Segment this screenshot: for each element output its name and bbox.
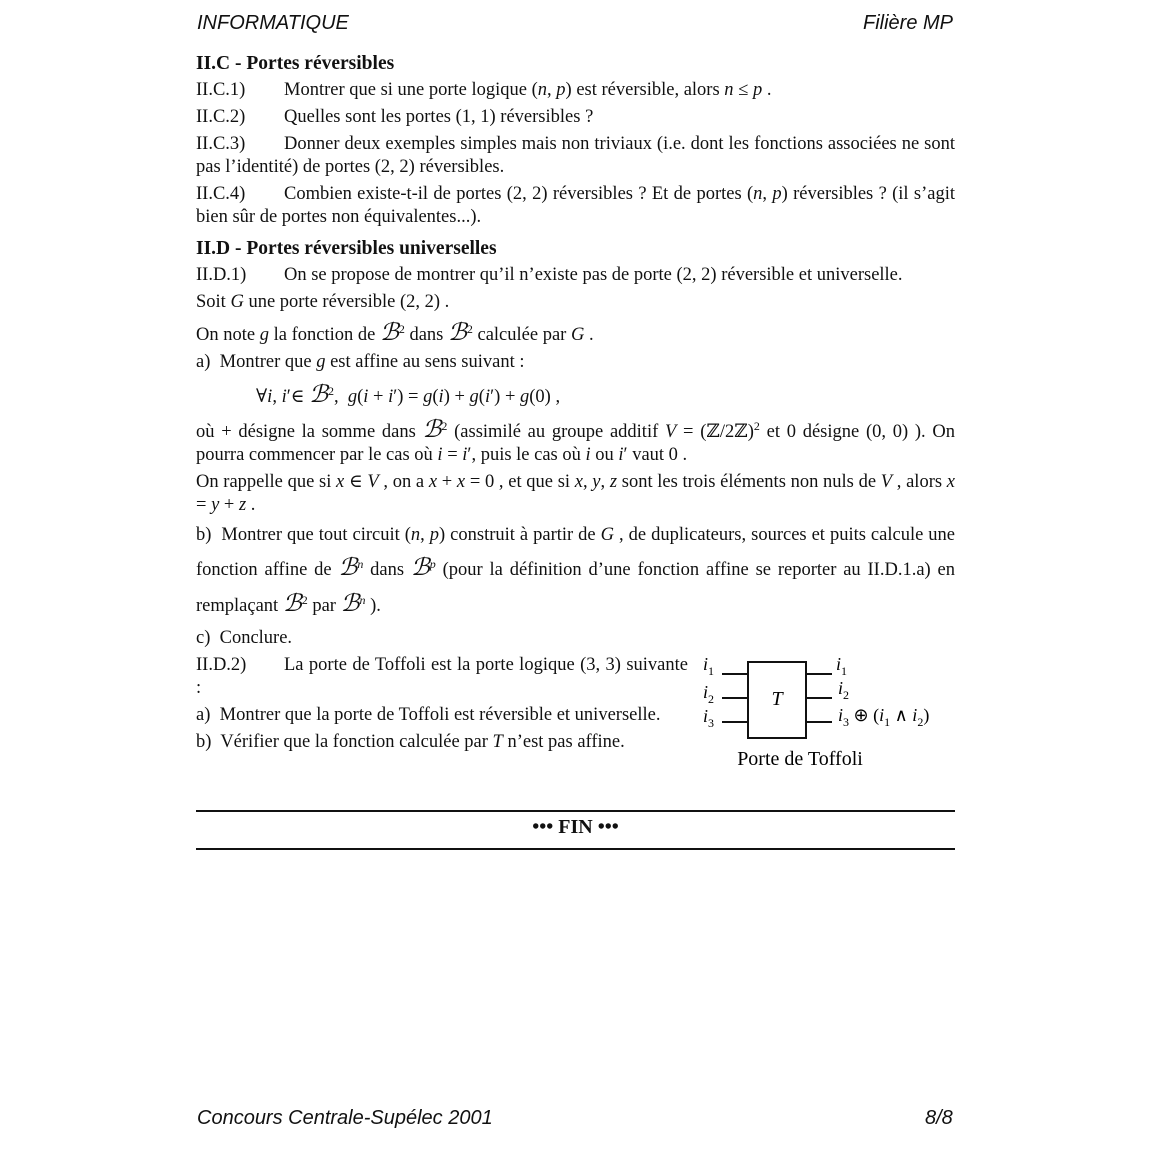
paragraph: b) Vérifier que la fonction calculée par T n’est pas affine. <box>196 731 625 752</box>
input-label-1: $i_1$ <box>703 653 715 678</box>
paragraph: c) Conclure. <box>196 627 293 648</box>
question-number: II.C.1) <box>196 80 246 100</box>
header-track: Filière MP <box>863 12 954 34</box>
question-text: Donner deux exemples simples mais non triviaux (i.e. dont les fonctions associées ne sont pas l’identité) de portes (2, 2) réversibles. <box>196 134 955 177</box>
paragraph: On note g la fonction de ℬ$^2$ dans ℬ$^2$ calculée par G . <box>196 318 594 347</box>
paragraph: On rappelle que si x ∈ V , on a x + x = 0 , et que si x, y, z sont les trois éléments non nuls de V , alors x = y + z . <box>196 472 955 516</box>
input-label-3: $i_3$ <box>703 705 715 730</box>
question-c1 <box>196 79 955 102</box>
question-number: II.D.1) <box>196 265 247 285</box>
paragraph: Soit G une porte réversible (2, 2) . <box>196 292 450 312</box>
question-number: II.C.3) <box>196 134 246 154</box>
paragraph: où + désigne la somme dans ℬ$^2$ (assimilé au groupe additif V = (ℤ/2ℤ)$^2$ et 0 désigne (0, 0) ). On pourra commencer par le cas où i = i′, puis le cas où i ou i′ vaut 0 . <box>196 415 955 466</box>
input-labels <box>703 654 929 730</box>
gate-label: T <box>771 687 783 710</box>
toffoli-diagram-svg <box>688 654 950 784</box>
section-title-c: II.C - Portes réversibles <box>196 53 395 74</box>
toffoli-text <box>196 654 688 784</box>
end-mark: ••• FIN ••• <box>532 816 619 838</box>
question-c4 <box>196 183 955 229</box>
question-number: II.C.2) <box>196 107 246 127</box>
question-text: On se propose de montrer qu’il n’existe pas de porte (2, 2) réversible et universelle. <box>284 265 903 285</box>
bottom-rule <box>196 848 955 850</box>
question-text: Combien existe-t-il de portes (2, 2) réversibles ? Et de portes (n, p) réversibles ? (il s’agit bien sûr de portes non équivalentes...). <box>196 184 956 227</box>
footer-contest: Concours Centrale-Supélec 2001 <box>197 1107 493 1129</box>
toffoli-diagram <box>688 654 955 784</box>
question-text: La porte de Toffoli est la porte logique (3, 3) suivante : <box>196 654 688 698</box>
header-subject: INFORMATIQUE <box>197 12 349 34</box>
paragraph: a) Montrer que la porte de Toffoli est réversible et universelle. <box>196 704 661 725</box>
footer-page-number: 8/8 <box>925 1107 953 1129</box>
question-text: Quelles sont les portes (1, 1) réversibles ? <box>284 107 594 127</box>
toffoli-block <box>196 654 955 784</box>
question-number: II.C.4) <box>196 184 246 204</box>
question-text: Montrer que si une porte logique (n, p) est réversible, alors n ≤ p . <box>284 80 772 100</box>
diagram-caption: Porte de Toffoli <box>737 747 863 770</box>
equation: ∀i, i′∈ ℬ$^2$, g(i + i′) = g(i) + g(i′) + g(0) , <box>256 380 561 409</box>
top-rule <box>196 810 955 812</box>
question-c3 <box>196 133 955 179</box>
input-label-2: $i_2$ <box>703 681 715 706</box>
paragraph: a) Montrer que g est affine au sens suivant : <box>196 352 525 373</box>
question-d2 <box>196 654 688 700</box>
output-label-2: $i_2$ <box>838 677 850 702</box>
question-c2 <box>196 106 955 129</box>
output-label-3: $i_3$ ⊕ ($i_1$ ∧ $i_2$) <box>838 704 930 729</box>
question-d1 <box>196 264 955 287</box>
output-label-1: $i_1$ <box>836 653 848 678</box>
section-title-d: II.D - Portes réversibles universelles <box>196 238 497 259</box>
paragraph: b) Montrer que tout circuit (n, p) construit à partir de G , de duplicateurs, sources et puits calcule une fonction affine de ℬ$^n$ dans ℬ$^p$ (pour la définition d’une fonction affine se reporter au II.D.1.a) en remplaçant ℬ$^2$ par ℬ$^n$ ). <box>196 525 955 617</box>
page-content <box>196 52 955 784</box>
question-number: II.D.2) <box>196 654 247 675</box>
